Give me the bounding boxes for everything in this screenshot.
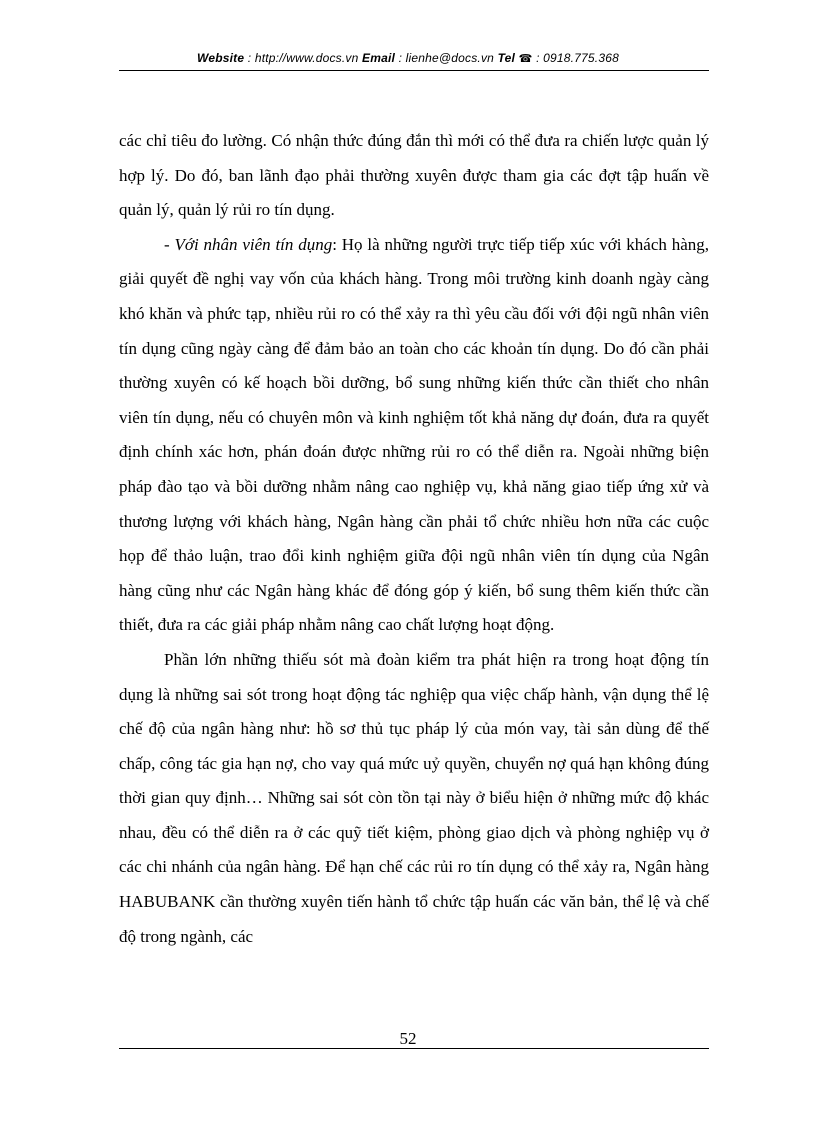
- paragraph-1: các chỉ tiêu đo lường. Có nhận thức đúng đắn thì mới có thể đưa ra chiến lược quản lý hợp lý. Do đó, ban lãnh đạo phải thường xuyên được tham gia các đợt tập huấn về quản lý, quản lý rủi ro tín dụng.: [119, 131, 709, 220]
- paragraph-2: [119, 228, 709, 643]
- website-label: Website: [197, 51, 245, 65]
- page-number: 52: [399, 1029, 417, 1048]
- tel-label: Tel: [497, 51, 516, 65]
- email-sep: :: [395, 51, 406, 65]
- email-address[interactable]: lienhe@docs.vn: [405, 51, 495, 65]
- paragraph-3: Phần lớn những thiếu sót mà đoàn kiểm tra phát hiện ra trong hoạt động tín dụng là những sai sót trong hoạt động tác nghiệp qua việc chấp hành, vận dụng thể lệ chế độ của ngân hàng như: hồ sơ thủ tục pháp lý của món vay, tài sản dùng để thế chấp, công tác gia hạn nợ, cho vay quá mức uỷ quyền, chuyển nợ quá hạn không đúng thời gian quy định… Những sai sót còn tồn tại này ở biểu hiện ở những mức độ khác nhau, đều có thể diễn ra ở các quỹ tiết kiệm, phòng giao dịch và phòng nghiệp vụ ở các chi nhánh của ngân hàng. Để hạn chế các rủi ro tín dụng có thể xảy ra, Ngân hàng HABUBANK cần thường xuyên tiến hành tổ chức tập huấn các văn bản, thể lệ và chế độ trong ngành, các: [119, 649, 709, 946]
- website-sep: :: [244, 51, 255, 65]
- paragraph-2-body: : Họ là những người trực tiếp tiếp xúc với khách hàng, giải quyết đề nghị vay vốn của khách hàng. Trong môi trường kinh doanh ngày càng khó khăn và phức tạp, nhiều rủi ro có thể xảy ra thì yêu cầu đối với đội ngũ nhân viên tín dụng cũng ngày càng để đảm bảo an toàn cho các khoản tín dụng. Do đó cần phải thường xuyên có kế hoạch bồi dưỡng, bổ sung những kiến thức cần thiết cho nhân viên tín dụng, nếu có chuyên môn và kinh nghiệm tốt khả năng dự đoán, đưa ra quyết định chính xác hơn, phán đoán được những rủi ro có thể diễn ra. Ngoài những biện pháp đào tạo và bồi dưỡng nhằm nâng cao nghiệp vụ, khả năng giao tiếp ứng xử và thương lượng với khách hàng, Ngân hàng cần phải tổ chức nhiều hơn nữa các cuộc họp để thảo luận, trao đổi kinh nghiệm giữa đội ngũ nhân viên tín dụng của Ngân hàng cũng như các Ngân hàng khác để đóng góp ý kiến, bổ sung thêm kiến thức cần thiết, đưa ra các giải pháp nhằm nâng cao chất lượng hoạt động.: [119, 234, 709, 635]
- footer-divider: [119, 1048, 709, 1049]
- phone-icon: ☎: [518, 53, 533, 65]
- page-header: [0, 51, 816, 65]
- website-url[interactable]: http://www.docs.vn: [254, 51, 359, 65]
- header-divider: [119, 70, 709, 71]
- paragraph-2-lead: - Với nhân viên tín dụng: [164, 234, 333, 254]
- tel-number: : 0918.775.368: [532, 51, 619, 65]
- document-body: [119, 124, 709, 954]
- email-label: Email: [362, 51, 396, 65]
